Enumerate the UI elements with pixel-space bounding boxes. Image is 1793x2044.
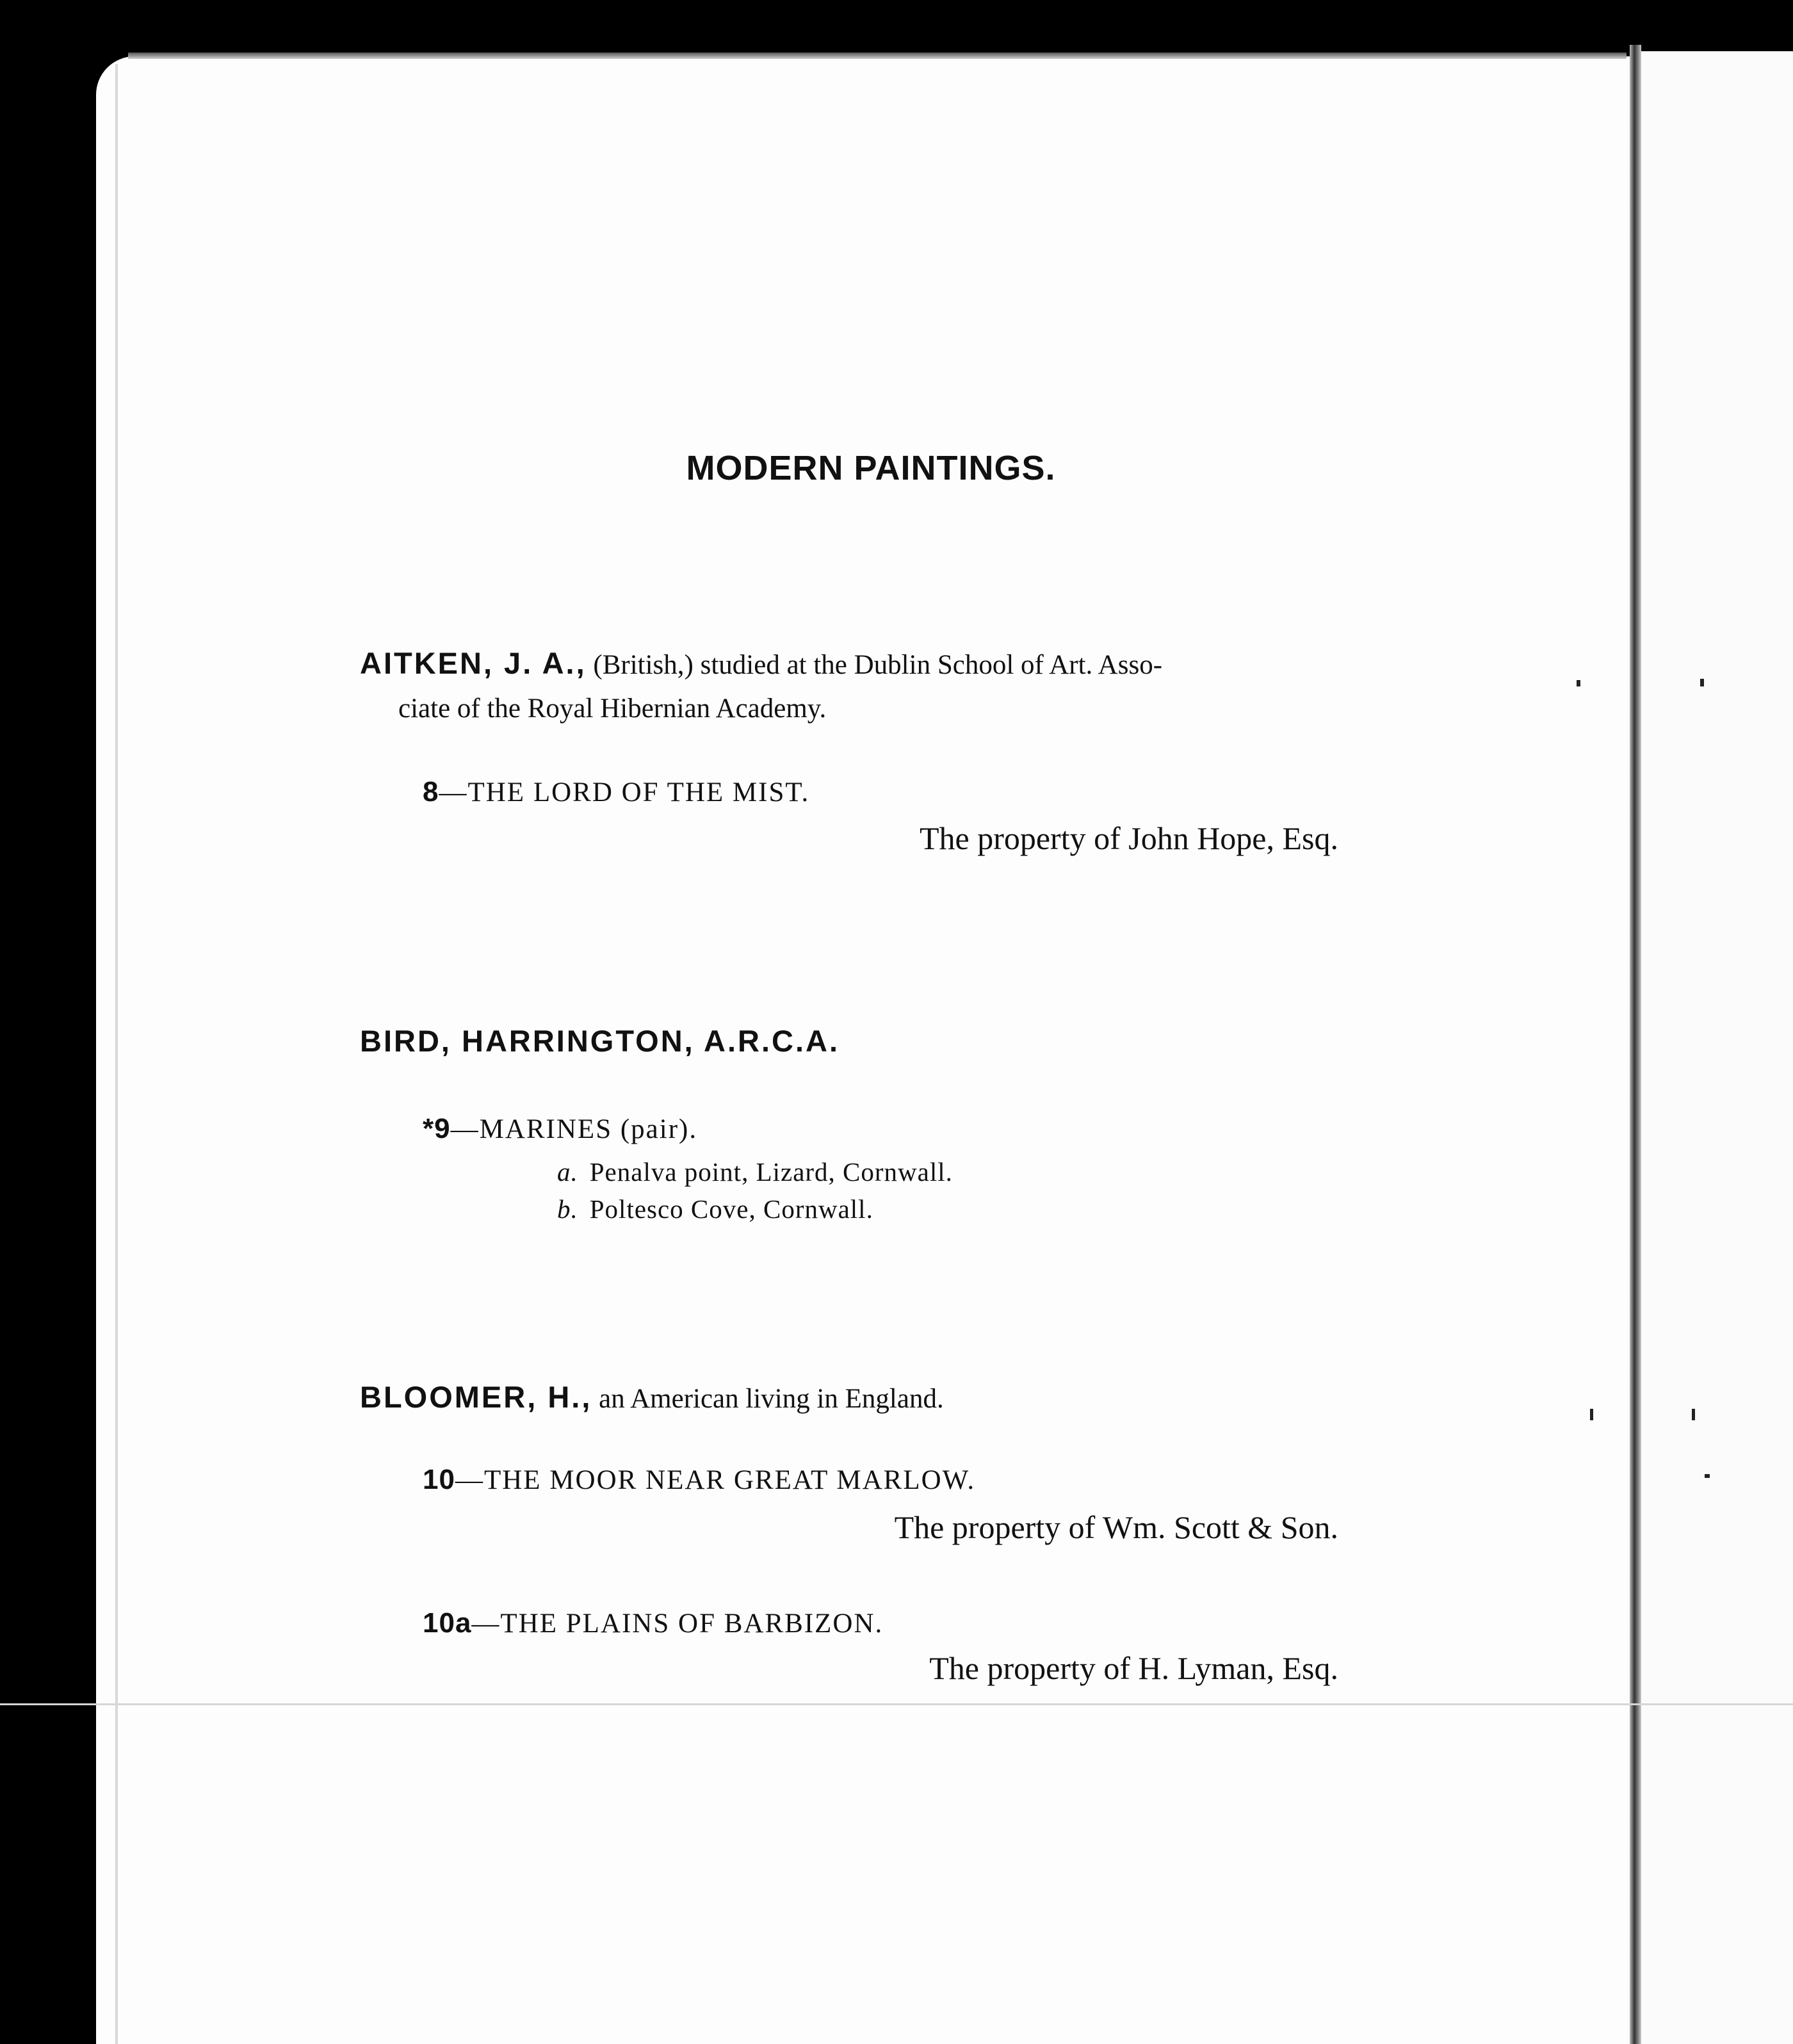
top-shadow: [128, 53, 1627, 59]
item-number: 8: [423, 776, 439, 807]
scan-speck: [1705, 1474, 1710, 1478]
sub-item: [557, 1156, 953, 1187]
page-edge: [115, 64, 1629, 2044]
artwork-item: [423, 776, 809, 808]
item-owner: The property of John Hope, Esq.: [919, 820, 1338, 856]
artist-name: BLOOMER, H.,: [360, 1380, 592, 1414]
scan-speck: [1590, 1409, 1593, 1420]
item-title: —THE LORD OF THE MIST.: [439, 777, 810, 807]
artist-entry-aitken: [360, 640, 1162, 688]
artist-bio: an American living in England.: [599, 1384, 944, 1414]
item-number: *9: [423, 1113, 451, 1144]
artist-bio: (British,) studied at the Dublin School of Art. Asso-: [593, 650, 1163, 680]
scan-artifact-line: [0, 1703, 1793, 1705]
artwork-item: [423, 1113, 697, 1145]
adjacent-page: [1639, 51, 1793, 2044]
item-title: —THE PLAINS OF BARBIZON.: [471, 1609, 884, 1639]
sub-item: [557, 1194, 873, 1224]
sub-item-letter: b.: [557, 1194, 578, 1224]
sub-item-letter: a.: [557, 1157, 578, 1187]
item-title: —THE MOOR NEAR GREAT MARLOW.: [455, 1465, 976, 1495]
artist-name: AITKEN, J. A.,: [360, 646, 587, 680]
book-gutter: [1630, 45, 1641, 2044]
artwork-item: [423, 1607, 883, 1639]
scan-speck: [1577, 680, 1580, 686]
artwork-item: [423, 1464, 975, 1496]
sub-item-text: Poltesco Cove, Cornwall.: [589, 1194, 873, 1224]
item-number: 10a: [423, 1607, 472, 1639]
scan-speck: [1692, 1409, 1695, 1420]
artist-entry-bird: [360, 1018, 840, 1066]
artist-bio-continued: ciate of the Royal Hibernian Academy.: [398, 694, 827, 724]
item-owner: The property of Wm. Scott & Son.: [894, 1509, 1338, 1545]
item-owner: The property of H. Lyman, Esq.: [929, 1650, 1338, 1686]
scan-speck: [1700, 679, 1704, 686]
item-title: —MARINES (pair).: [450, 1114, 698, 1144]
page-title: MODERN PAINTINGS.: [686, 449, 1056, 487]
artist-entry-bloomer: [360, 1374, 944, 1422]
artist-name: BIRD, HARRINGTON, A.R.C.A.: [360, 1024, 840, 1058]
sub-item-text: Penalva point, Lizard, Cornwall.: [589, 1157, 953, 1187]
item-number: 10: [423, 1464, 455, 1495]
